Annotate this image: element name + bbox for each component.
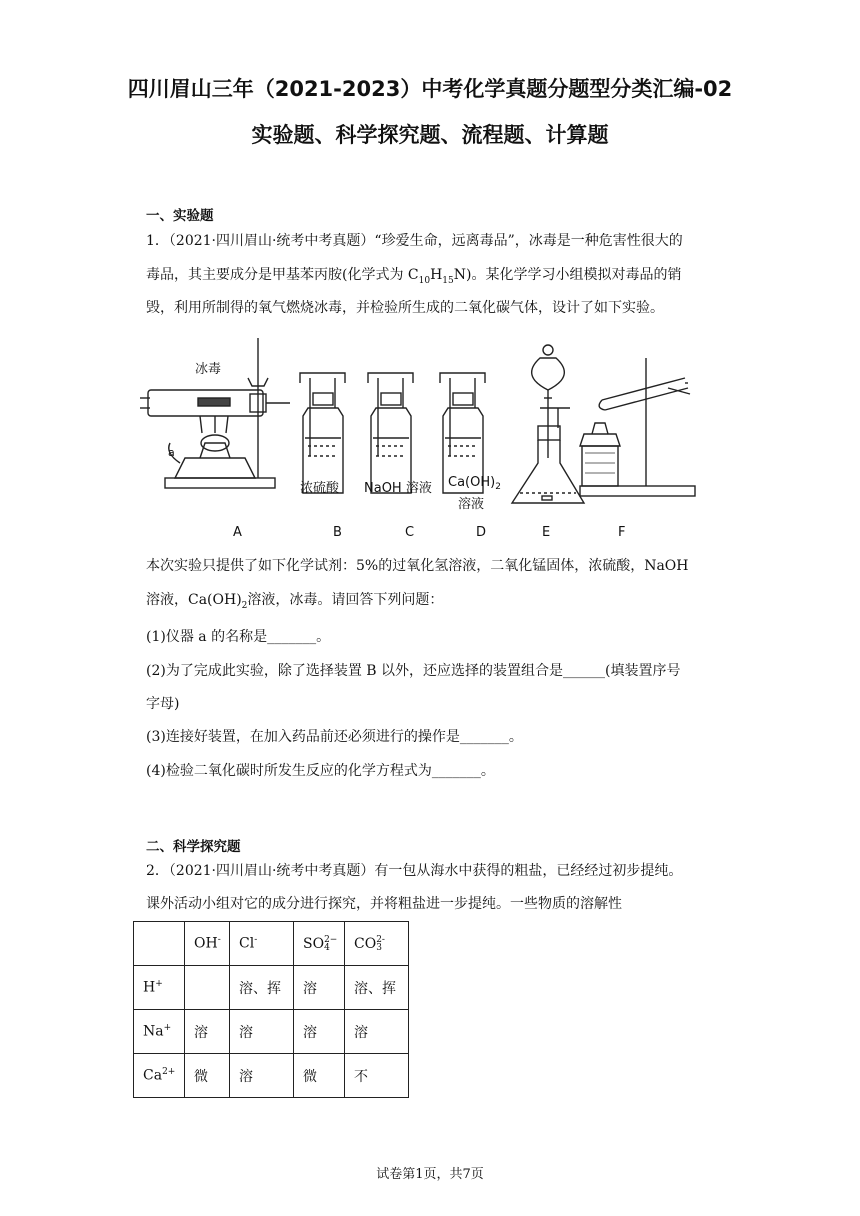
table-cell: 溶 [294,966,345,1010]
letter-d: D [476,525,487,540]
apparatus-f [580,358,695,496]
letter-c: C [405,525,415,540]
q1-sub-2a: (2)为了完成此实验，除了选择装置 B 以外，还应选择的装置组合是______(填装置序号 [146,663,681,679]
table-cell: 溶 [345,1010,409,1054]
letter-a: A [233,525,242,540]
table-cell: 溶 [294,1010,345,1054]
q1-sub-1: (1)仪器 a 的名称是_______。 [146,629,331,645]
table-cell: 溶、挥 [345,966,409,1010]
table-header-co3: CO2- 3 [345,922,409,966]
letter-e: E [542,525,551,540]
q2-line-1: 2．（2021·四川眉山·统考中考真题）有一包从海水中获得的粗盐，已经经过初步提纯。 [146,863,683,879]
letter-b: B [333,525,342,540]
reagent-d-line1: $Ca(OH)_2$ [448,475,501,492]
reagent-b: 浓硫酸 [300,481,340,496]
table-row [134,966,409,1010]
table-row [134,1010,409,1054]
solubility-table [133,921,409,1098]
q1-line-1: 1．（2021·四川眉山·统考中考真题）“珍爱生命，远离毒品”，冰毒是一种危害性很大的 [146,233,683,249]
table-row-ion: Na+ [134,1010,185,1054]
apparatus-e [512,345,584,503]
table-cell: 溶 [185,1010,230,1054]
q1-line-5: 溶液，$Ca(OH)_2$溶液，冰毒。请回答下列问题： [146,592,444,611]
q1-line-3: 毁，利用所制得的氧气燃烧冰毒，并检验所生成的二氧化碳气体，设计了如下实验。 [146,300,664,316]
table-row-ion: $Ca^{2+}$ [134,1054,185,1098]
apparatus-figure [140,338,700,548]
section-heading-experiment: 一、实验题 [146,208,214,224]
q2-line-2: 课外活动小组对它的成分进行探究，并将粗盐进一步提纯。一些物质的溶解性 [146,896,622,912]
label-bingdu: 冰毒 [195,362,222,377]
table-cell [185,966,230,1010]
table-cell: 微 [294,1054,345,1098]
table-cell [134,922,185,966]
table-row [134,1054,409,1098]
section-heading-inquiry: 二、科学探究题 [146,839,241,855]
q1-line-2: 毒品，其主要成分是甲基苯丙胺(化学式为 $C_{10}H_{15}N$)。某化学学习小组模拟对毒品的销 [146,267,682,286]
title-line-2: 实验题、科学探究题、流程题、计算题 [251,123,609,147]
reagent-d-line2: 溶液 [458,497,485,512]
reagent-c: NaOH 溶液 [364,481,432,496]
title-line-1: 四川眉山三年（2021-2023）中考化学真题分题型分类汇编-02 [127,77,733,101]
table-row-ion: H+ [134,966,185,1010]
q1-sub-2b: 字母) [146,696,180,712]
table-cell: 溶 [230,1054,294,1098]
table-cell: 微 [185,1054,230,1098]
q1-line-4: 本次实验只提供了如下化学试剂：5%的过氧化氢溶液，二氧化锰固体，浓硫酸，NaOH [146,558,689,574]
table-cell: 溶、挥 [230,966,294,1010]
table-header-row [134,922,409,966]
table-header-cl: Cl- [230,922,294,966]
table-header-oh: OH- [185,922,230,966]
table-cell: 溶 [230,1010,294,1054]
page-footer: 试卷第1页，共7页 [376,1167,484,1182]
q1-sub-4: (4)检验二氧化碳时所发生反应的化学方程式为_______。 [146,763,495,779]
letter-f: F [618,525,626,540]
apparatus-a [140,338,290,488]
label-a: a [168,446,175,459]
q1-sub-3: (3)连接好装置，在加入药品前还必须进行的操作是_______。 [146,729,523,745]
table-cell: 不 [345,1054,409,1098]
table-header-so4: SO2− 4 [294,922,345,966]
